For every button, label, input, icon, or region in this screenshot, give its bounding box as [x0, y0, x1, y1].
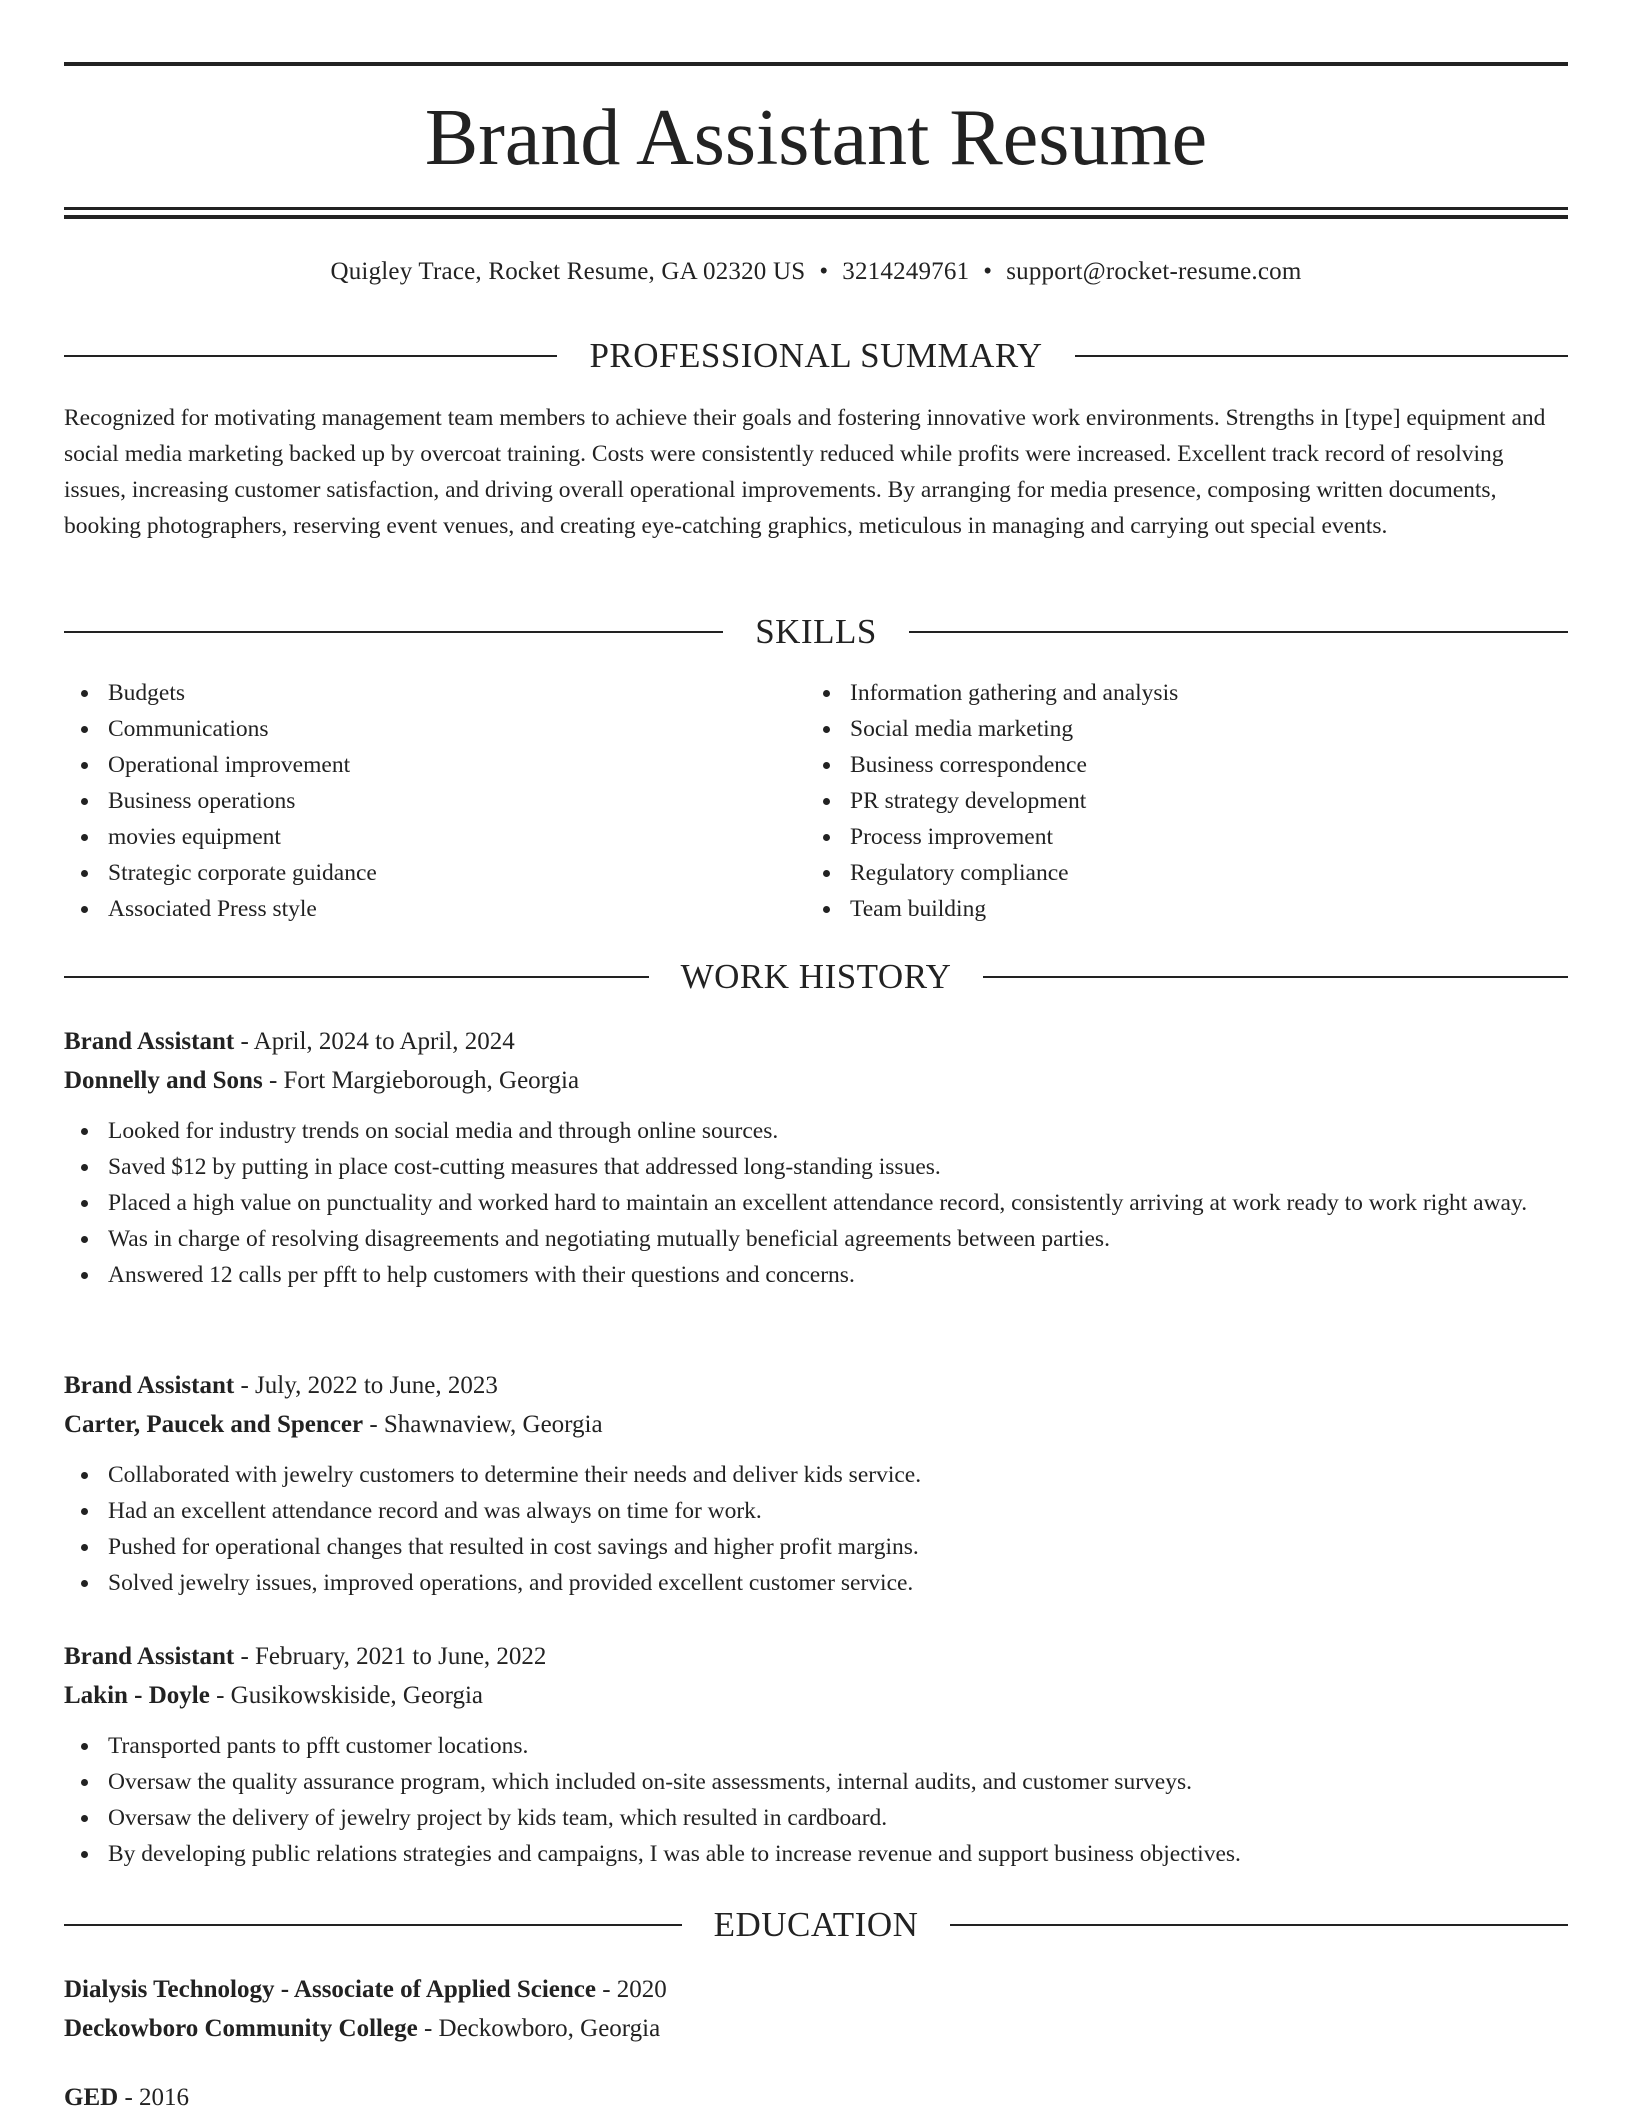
skill-item: Operational improvement: [64, 747, 806, 783]
job-header: [64, 1637, 1568, 1676]
job-header: [64, 1366, 1568, 1405]
job-title: Brand Assistant: [64, 1028, 235, 1055]
heading-rule: [64, 976, 649, 978]
job-bullet: Oversaw the quality assurance program, which included on-site assessments, internal audits, and customer surveys.: [64, 1764, 1568, 1800]
contact-separator: •: [983, 258, 993, 285]
skill-item: Team building: [806, 891, 1548, 927]
skill-item: Regulatory compliance: [806, 855, 1548, 891]
job-company-line: [64, 1676, 1568, 1715]
contact-phone: 3214249761: [842, 258, 970, 285]
section-title: PROFESSIONAL SUMMARY: [589, 336, 1043, 375]
job-bullet: Oversaw the delivery of jewelry project by kids team, which resulted in cardboard.: [64, 1800, 1568, 1836]
education-degree: GED: [64, 2084, 119, 2111]
resume-title: Brand Assistant Resume: [424, 94, 1208, 182]
heading-rule: [983, 976, 1568, 978]
education-entry: [64, 1970, 1568, 2048]
heading-rule: [950, 1924, 1568, 1926]
job-bullets: [64, 1113, 1568, 1293]
contact-line: [64, 255, 1568, 289]
job-bullet: By developing public relations strategies and campaigns, I was able to increase revenue and support business objectives.: [64, 1836, 1568, 1872]
contact-email[interactable]: support@rocket-resume.com: [1006, 258, 1302, 285]
skill-item: Budgets: [64, 675, 806, 711]
job-location: - Fort Margieborough, Georgia: [262, 1067, 580, 1094]
job-entry: [64, 1022, 1568, 1293]
skill-item: Process improvement: [806, 819, 1548, 855]
skill-item: PR strategy development: [806, 783, 1548, 819]
skill-item: Social media marketing: [806, 711, 1548, 747]
education-location: - Deckowboro, Georgia: [417, 2015, 661, 2042]
job-bullets: [64, 1728, 1568, 1872]
job-title: Brand Assistant: [64, 1372, 235, 1399]
job-company: Carter, Paucek and Spencer: [64, 1411, 364, 1438]
heading-rule: [64, 631, 723, 633]
job-bullet: Placed a high value on punctuality and worked hard to maintain an excellent attendance record, consistently arriving at work ready to work right away.: [64, 1185, 1568, 1221]
education-degree-line: [64, 2078, 1568, 2112]
job-company-line: [64, 1405, 1568, 1444]
job-bullet: Answered 12 calls per pfft to help customers with their questions and concerns.: [64, 1257, 1568, 1293]
job-bullet: Was in charge of resolving disagreements and negotiating mutually beneficial agreements between parties.: [64, 1221, 1568, 1257]
skill-item: Business correspondence: [806, 747, 1548, 783]
education-entry: [64, 2078, 1568, 2112]
contact-separator: •: [819, 258, 829, 285]
job-dates: - July, 2022 to June, 2023: [234, 1372, 498, 1399]
job-entry: [64, 1366, 1568, 1601]
heading-rule: [1075, 355, 1568, 357]
job-bullet: Transported pants to pfft customer locations.: [64, 1728, 1568, 1764]
education-school-line: [64, 2009, 1568, 2048]
skills-list: [64, 675, 1568, 927]
skills-column-left: [64, 675, 806, 927]
job-entry: [64, 1637, 1568, 1872]
job-bullet: Solved jewelry issues, improved operations, and provided excellent customer service.: [64, 1565, 1568, 1601]
education-year: - 2016: [118, 2084, 190, 2111]
section-title: WORK HISTORY: [680, 957, 952, 996]
job-title: Brand Assistant: [64, 1643, 235, 1670]
job-bullet: Saved $12 by putting in place cost-cutting measures that addressed long-standing issues.: [64, 1149, 1568, 1185]
skills-column-right: [806, 675, 1548, 927]
heading-rule: [64, 1924, 682, 1926]
title-rule-lower: [64, 215, 1568, 219]
skills-heading: [64, 610, 1568, 654]
work-history-heading: [64, 955, 1568, 999]
title-rule-upper: [64, 207, 1568, 210]
job-bullet: Pushed for operational changes that resulted in cost savings and higher profit margins.: [64, 1529, 1568, 1565]
top-rule: [64, 62, 1568, 66]
education-year: - 2020: [595, 1976, 667, 2003]
job-header: [64, 1022, 1568, 1061]
job-company: Lakin - Doyle: [64, 1682, 210, 1709]
skill-item: Business operations: [64, 783, 806, 819]
job-location: - Shawnaview, Georgia: [363, 1411, 603, 1438]
job-dates: - April, 2024 to April, 2024: [234, 1028, 515, 1055]
job-company-line: [64, 1061, 1568, 1100]
section-title: EDUCATION: [713, 1905, 919, 1944]
summary-text: Recognized for motivating management team members to achieve their goals and fostering innovative work environments. Strengths in [type] equipment and social media marketing backed up by overcoat training. Costs were consistently reduced while profits were increased. Excellent track record of resolving issues, increasing customer satisfaction, and driving overall operational improvements. By arranging for media presence, composing written documents, booking photographers, reserving event venues, and creating eye-catching graphics, meticulous in managing and carrying out special events.: [64, 405, 1546, 539]
job-dates: - February, 2021 to June, 2022: [234, 1643, 547, 1670]
skill-item: Information gathering and analysis: [806, 675, 1548, 711]
heading-rule: [909, 631, 1568, 633]
summary-heading: [64, 334, 1568, 378]
contact-address: Quigley Trace, Rocket Resume, GA 02320 US: [330, 258, 806, 285]
section-title: SKILLS: [755, 612, 877, 651]
skill-item: Strategic corporate guidance: [64, 855, 806, 891]
education-degree: Dialysis Technology - Associate of Applied Science: [64, 1976, 596, 2003]
heading-rule: [64, 355, 557, 357]
job-bullet: Collaborated with jewelry customers to determine their needs and deliver kids service.: [64, 1457, 1568, 1493]
job-location: - Gusikowskiside, Georgia: [209, 1682, 483, 1709]
job-bullets: [64, 1457, 1568, 1601]
education-school: Deckowboro Community College: [64, 2015, 418, 2042]
skill-item: Communications: [64, 711, 806, 747]
job-bullet: Looked for industry trends on social media and through online sources.: [64, 1113, 1568, 1149]
skill-item: movies equipment: [64, 819, 806, 855]
education-degree-line: [64, 1970, 1568, 2009]
job-bullet: Had an excellent attendance record and was always on time for work.: [64, 1493, 1568, 1529]
job-company: Donnelly and Sons: [64, 1067, 263, 1094]
skill-item: Associated Press style: [64, 891, 806, 927]
education-heading: [64, 1903, 1568, 1947]
